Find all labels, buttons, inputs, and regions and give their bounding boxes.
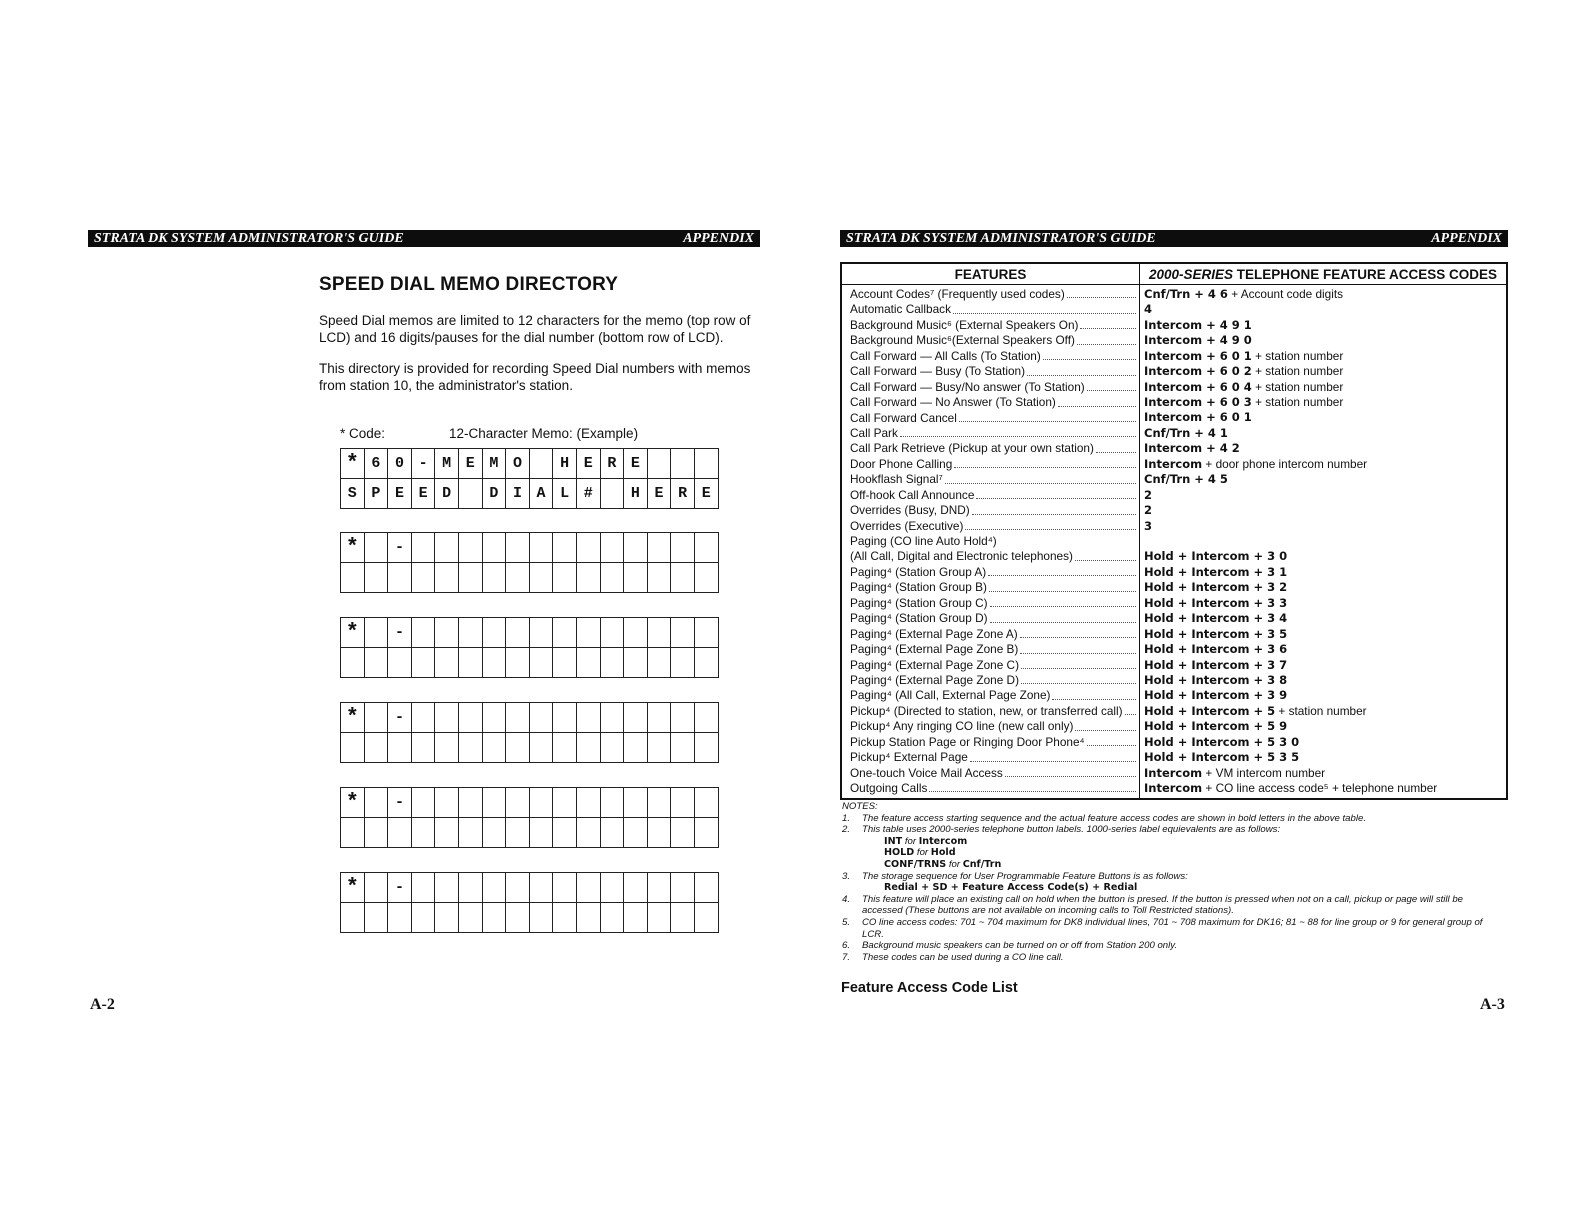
- feature-name: Paging⁴ (Station Group A): [850, 565, 1139, 580]
- lcd-cell: [482, 648, 506, 678]
- lcd-cell: [506, 703, 530, 733]
- lcd-cell: [576, 903, 600, 933]
- lcd-cell: [435, 873, 459, 903]
- blank-lcd-grid: [340, 532, 719, 593]
- note: 5. CO line access codes: 701 ~ 704 maximum for DK8 individual lines, 701 ~ 708 maximum for DK16; 81 ~ 88 for line group or 9 for general group of LCR.: [842, 916, 1483, 940]
- lcd-cell: [506, 533, 530, 563]
- lcd-cell: [600, 873, 624, 903]
- lcd-cell: [694, 449, 718, 479]
- lcd-cell: [671, 733, 695, 763]
- feature-name: Overrides (Executive): [850, 519, 1139, 534]
- lcd-cell: [553, 648, 577, 678]
- lcd-cell: [600, 733, 624, 763]
- header-title: STRATA DK SYSTEM ADMINISTRATOR'S GUIDE: [846, 231, 1156, 246]
- feature-access-table: [840, 262, 1508, 800]
- lcd-cell: [388, 818, 412, 848]
- lcd-cell: E: [388, 479, 412, 509]
- intro-paragraph: Speed Dial memos are limited to 12 characters for the memo (top row of LCD) and 16 digits/pauses for the dial number (bottom row of LCD).: [319, 313, 751, 345]
- lcd-cell: [435, 733, 459, 763]
- lcd-cell: [435, 533, 459, 563]
- lcd-cell: [576, 703, 600, 733]
- feature-access-code: Intercom + 6 0 2 + station number: [1144, 364, 1344, 379]
- lcd-cell: [482, 563, 506, 593]
- blank-lcd-grid: [340, 787, 719, 848]
- lcd-cell: [435, 648, 459, 678]
- lcd-cell: [671, 618, 695, 648]
- table-body: [842, 285, 1506, 798]
- lcd-cell: D: [482, 479, 506, 509]
- feature-name: Background Music⁶ (External Speakers On): [850, 318, 1139, 333]
- lcd-cell: [458, 563, 482, 593]
- feature-access-code: Hold + Intercom + 5 3 0: [1144, 734, 1300, 749]
- storage-sequence: Redial + SD + Feature Access Code(s) + Redial: [884, 882, 1138, 894]
- lcd-cell: [671, 533, 695, 563]
- lcd-cell: [576, 818, 600, 848]
- lcd-cell: [458, 873, 482, 903]
- lcd-cell: [364, 788, 388, 818]
- lcd-cell: [624, 733, 648, 763]
- lcd-cell: #: [576, 479, 600, 509]
- lcd-cell: [458, 818, 482, 848]
- feature-name: Call Forward — No Answer (To Station): [850, 395, 1139, 410]
- lcd-cell: [694, 618, 718, 648]
- lcd-cell: [576, 618, 600, 648]
- codes-header-rest: TELEPHONE FEATURE ACCESS CODES: [1233, 266, 1498, 282]
- lcd-cell: [482, 788, 506, 818]
- lcd-cell: [341, 563, 365, 593]
- lcd-cell: *: [341, 788, 365, 818]
- lcd-cell: [576, 733, 600, 763]
- lcd-cell: -: [388, 788, 412, 818]
- lcd-cell: [341, 648, 365, 678]
- lcd-cell: [364, 733, 388, 763]
- feature-access-code: Hold + Intercom + 3 6: [1144, 642, 1288, 657]
- feature-access-code: Hold + Intercom + 3 1: [1144, 564, 1288, 579]
- lcd-cell: [458, 733, 482, 763]
- lcd-cell: [647, 533, 671, 563]
- lcd-cell: [482, 733, 506, 763]
- lcd-cell: [600, 903, 624, 933]
- feature-name: Off-hook Call Announce: [850, 488, 1139, 503]
- lcd-cell: [647, 788, 671, 818]
- lcd-cell: [388, 648, 412, 678]
- lcd-cell: -: [388, 703, 412, 733]
- lcd-cell: [553, 563, 577, 593]
- lcd-cell: [411, 563, 435, 593]
- lcd-cell: [529, 788, 553, 818]
- feature-name: Paging⁴ (External Page Zone D): [850, 673, 1139, 688]
- lcd-cell: -: [388, 533, 412, 563]
- feature-access-code: Intercom + 4 2: [1144, 441, 1240, 456]
- lcd-cell: [411, 703, 435, 733]
- feature-name: Overrides (Busy, DND): [850, 503, 1139, 518]
- table-notes: [842, 801, 1502, 963]
- lcd-cell: [553, 618, 577, 648]
- lcd-cell: E: [411, 479, 435, 509]
- lcd-cell: [364, 563, 388, 593]
- lcd-cell: H: [624, 479, 648, 509]
- lcd-cell: [458, 788, 482, 818]
- lcd-cell: [553, 788, 577, 818]
- lcd-cell: [341, 733, 365, 763]
- feature-access-code: Cnf/Trn + 4 5: [1144, 472, 1228, 487]
- lcd-cell: [600, 703, 624, 733]
- header-section: APPENDIX: [683, 231, 754, 246]
- lcd-cell: [529, 618, 553, 648]
- feature-name: Outgoing Calls: [850, 781, 1139, 796]
- feature-name: Pickup Station Page or Ringing Door Phone⁴: [850, 735, 1139, 750]
- features-column-header: FEATURES: [842, 264, 1140, 284]
- lcd-cell: E: [694, 479, 718, 509]
- lcd-cell: [647, 449, 671, 479]
- lcd-cell: E: [458, 449, 482, 479]
- lcd-cell: [647, 733, 671, 763]
- notes-title: NOTES:: [842, 801, 878, 812]
- lcd-cell: [341, 818, 365, 848]
- feature-access-code: Cnf/Trn + 4 6 + Account code digits: [1144, 287, 1344, 301]
- lcd-cell: [411, 648, 435, 678]
- feature-access-code: Intercom + 6 0 1 + station number: [1144, 348, 1344, 363]
- feature-name: Account Codes⁷ (Frequently used codes): [850, 287, 1139, 302]
- lcd-cell: M: [482, 449, 506, 479]
- feature-name: Pickup⁴ (Directed to station, new, or transferred call): [850, 704, 1139, 719]
- blank-lcd-grid: [340, 702, 719, 763]
- lcd-cell: D: [435, 479, 459, 509]
- feature-name: Background Music⁶(External Speakers Off): [850, 333, 1139, 348]
- feature-access-code: Hold + Intercom + 5 9: [1144, 719, 1288, 734]
- lcd-cell: [576, 648, 600, 678]
- code-label: * Code:: [340, 426, 386, 441]
- page-header-left: [88, 230, 760, 247]
- blank-lcd-grid: [340, 872, 719, 933]
- lcd-cell: [364, 648, 388, 678]
- feature-access-code: 3: [1144, 518, 1153, 533]
- lcd-cell: [694, 818, 718, 848]
- feature-access-code: Intercom + 4 9 0: [1144, 333, 1252, 348]
- lcd-cell: [341, 903, 365, 933]
- lcd-cell: [435, 788, 459, 818]
- lcd-cell: [671, 563, 695, 593]
- lcd-cell: I: [506, 479, 530, 509]
- feature-access-code: Hold + Intercom + 3 2: [1144, 580, 1288, 595]
- lcd-cell: [576, 873, 600, 903]
- feature-name: Paging (CO line Auto Hold⁴) (All Call, Digital and Electronic telephones): [850, 534, 1139, 565]
- note: 3. The storage sequence for User Programmable Feature Buttons is as follows:: [842, 870, 1188, 882]
- lcd-cell: [482, 903, 506, 933]
- lcd-cell: [364, 903, 388, 933]
- label-equivalent: CONF/TRNS for Cnf/Trn: [884, 858, 1002, 870]
- lcd-cell: [506, 733, 530, 763]
- lcd-cell: [411, 818, 435, 848]
- lcd-cell: [529, 533, 553, 563]
- lcd-cell: [458, 618, 482, 648]
- note: 1. The feature access starting sequence and the actual feature access codes are shown in bold letters in the above table.: [842, 812, 1366, 824]
- lcd-cell: [506, 788, 530, 818]
- lcd-cell: R: [600, 449, 624, 479]
- feature-access-code: Hold + Intercom + 3 3: [1144, 595, 1288, 610]
- lcd-cell: [600, 818, 624, 848]
- lcd-cell: [482, 818, 506, 848]
- lcd-cell: [576, 563, 600, 593]
- feature-name: Paging⁴ (External Page Zone A): [850, 627, 1139, 642]
- lcd-cell: [624, 703, 648, 733]
- feature-name: Paging⁴ (External Page Zone B): [850, 642, 1139, 657]
- lcd-cell: [506, 903, 530, 933]
- lcd-cell: A: [529, 479, 553, 509]
- lcd-cell: [364, 533, 388, 563]
- lcd-cell: *: [341, 873, 365, 903]
- lcd-cell: [529, 563, 553, 593]
- lcd-cell: [435, 903, 459, 933]
- lcd-cell: 0: [388, 449, 412, 479]
- lcd-cell: [506, 618, 530, 648]
- lcd-cell: [506, 818, 530, 848]
- lcd-cell: -: [388, 618, 412, 648]
- lcd-cell: [600, 648, 624, 678]
- feature-access-code: Hold + Intercom + 5 3 5: [1144, 750, 1300, 765]
- lcd-cell: [482, 618, 506, 648]
- feature-name: One-touch Voice Mail Access: [850, 766, 1139, 781]
- lcd-cell: [411, 903, 435, 933]
- memo-label: 12-Character Memo: (Example): [449, 426, 639, 441]
- lcd-cell: [458, 479, 482, 509]
- lcd-cell: [600, 563, 624, 593]
- table-caption: Feature Access Code List: [841, 980, 1018, 996]
- note: 7. These codes can be used during a CO line call.: [842, 951, 1064, 963]
- lcd-cell: [624, 818, 648, 848]
- lcd-cell: [529, 703, 553, 733]
- lcd-cell: [553, 903, 577, 933]
- features-column: [842, 285, 1140, 798]
- lcd-cell: [576, 788, 600, 818]
- feature-name: Call Park: [850, 426, 1139, 441]
- lcd-cell: [694, 903, 718, 933]
- feature-access-code: Cnf/Trn + 4 1: [1144, 425, 1228, 440]
- feature-name: Paging⁴ (External Page Zone C): [850, 658, 1139, 673]
- lcd-cell: [529, 873, 553, 903]
- lcd-cell: E: [576, 449, 600, 479]
- lcd-cell: M: [435, 449, 459, 479]
- page-title: SPEED DIAL MEMO DIRECTORY: [319, 274, 619, 295]
- lcd-cell: S: [341, 479, 365, 509]
- lcd-cell: P: [364, 479, 388, 509]
- label-equivalent: INT for Intercom: [884, 835, 968, 847]
- feature-access-code: Hold + Intercom + 3 0: [1144, 549, 1288, 564]
- lcd-cell: [600, 479, 624, 509]
- lcd-cell: R: [671, 479, 695, 509]
- feature-name: Paging⁴ (Station Group C): [850, 596, 1139, 611]
- lcd-cell: [694, 533, 718, 563]
- note: 2. This table uses 2000-series telephone button labels. 1000-series label equievalents are as follows:: [842, 824, 1281, 836]
- feature-access-code: 2: [1144, 503, 1153, 518]
- feature-name: Pickup⁴ Any ringing CO line (new call only): [850, 719, 1139, 734]
- note: 4. This feature will place an existing call on hold when the button is presed. If the button is pressed when not on a call, pickup or page will still be accessed (These buttons are not available on incoming calls to Toll Restricted stations).: [842, 893, 1464, 917]
- lcd-cell: [411, 733, 435, 763]
- lcd-cell: [529, 733, 553, 763]
- lcd-cell: [576, 533, 600, 563]
- lcd-cell: [482, 703, 506, 733]
- lcd-cell: [600, 788, 624, 818]
- lcd-cell: [671, 903, 695, 933]
- feature-name: Call Forward — Busy/No answer (To Station): [850, 380, 1139, 395]
- lcd-cell: -: [388, 873, 412, 903]
- codes-column: [1140, 285, 1506, 798]
- feature-access-code: Intercom + VM intercom number: [1144, 765, 1326, 780]
- feature-access-code: Intercom + CO line access code⁵ + telephone number: [1144, 781, 1438, 795]
- lcd-cell: [694, 563, 718, 593]
- lcd-cell: [506, 563, 530, 593]
- feature-access-code: Intercom + 6 0 1: [1144, 410, 1252, 425]
- feature-name: Paging⁴ (Station Group B): [850, 580, 1139, 595]
- lcd-cell: [624, 873, 648, 903]
- lcd-cell: [529, 449, 553, 479]
- lcd-cell: [624, 618, 648, 648]
- lcd-cell: E: [647, 479, 671, 509]
- lcd-cell: [694, 733, 718, 763]
- lcd-cell: [600, 533, 624, 563]
- lcd-cell: [388, 563, 412, 593]
- feature-access-code: 2: [1144, 487, 1153, 502]
- lcd-cell: *: [341, 618, 365, 648]
- feature-access-code: Hold + Intercom + 5 + station number: [1144, 703, 1367, 718]
- lcd-cell: [647, 563, 671, 593]
- lcd-cell: [671, 449, 695, 479]
- lcd-cell: [671, 788, 695, 818]
- lcd-cell: [671, 873, 695, 903]
- lcd-cell: [388, 733, 412, 763]
- lcd-cell: [553, 533, 577, 563]
- lcd-cell: E: [624, 449, 648, 479]
- lcd-cell: [553, 818, 577, 848]
- lcd-cell: *: [341, 703, 365, 733]
- feature-access-code: Hold + Intercom + 3 7: [1144, 657, 1288, 672]
- feature-name: Call Forward Cancel: [850, 411, 1139, 426]
- lcd-cell: [458, 903, 482, 933]
- lcd-cell: [553, 703, 577, 733]
- lcd-cell: [411, 788, 435, 818]
- lcd-cell: [694, 788, 718, 818]
- example-lcd-grid: [340, 448, 719, 509]
- lcd-cell: [458, 703, 482, 733]
- feature-access-code: Hold + Intercom + 3 4: [1144, 611, 1288, 626]
- lcd-cell: [647, 903, 671, 933]
- lcd-cell: [529, 818, 553, 848]
- feature-name: Paging⁴ (All Call, External Page Zone): [850, 688, 1139, 703]
- lcd-cell: [671, 818, 695, 848]
- header-title: STRATA DK SYSTEM ADMINISTRATOR'S GUIDE: [94, 231, 404, 246]
- lcd-cell: 6: [364, 449, 388, 479]
- feature-name: Paging⁴ (Station Group D): [850, 611, 1139, 626]
- lcd-cell: [529, 903, 553, 933]
- lcd-cell: *: [341, 449, 365, 479]
- lcd-cell: [482, 533, 506, 563]
- lcd-cell: [694, 873, 718, 903]
- feature-name: Pickup⁴ External Page: [850, 750, 1139, 765]
- label-equivalent: HOLD for Hold: [884, 847, 956, 859]
- lcd-cell: [671, 703, 695, 733]
- lcd-cell: [553, 733, 577, 763]
- lcd-cell: *: [341, 533, 365, 563]
- lcd-cell: [624, 563, 648, 593]
- table-header: [842, 264, 1506, 285]
- feature-name: Automatic Callback: [850, 302, 1139, 317]
- lcd-cell: [624, 533, 648, 563]
- lcd-cell: [694, 648, 718, 678]
- feature-access-code: Intercom + 6 0 3 + station number: [1144, 395, 1344, 410]
- lcd-cell: [624, 788, 648, 818]
- lcd-cell: [506, 873, 530, 903]
- feature-access-code: Intercom + 6 0 4 + station number: [1144, 379, 1344, 394]
- feature-access-code: Intercom + door phone intercom number: [1144, 456, 1368, 471]
- lcd-cell: [435, 618, 459, 648]
- lcd-cell: [529, 648, 553, 678]
- lcd-cell: [435, 563, 459, 593]
- lcd-cell: [600, 618, 624, 648]
- lcd-cell: [671, 648, 695, 678]
- blank-lcd-grid: [340, 617, 719, 678]
- lcd-cell: [364, 618, 388, 648]
- lcd-cell: [506, 648, 530, 678]
- lcd-cell: [435, 703, 459, 733]
- feature-access-code: Hold + Intercom + 3 5: [1144, 626, 1288, 641]
- lcd-cell: [624, 903, 648, 933]
- page-number-left: A-2: [90, 996, 115, 1013]
- note: 6. Background music speakers can be turned on or off from Station 200 only.: [842, 940, 1177, 952]
- lcd-cell: O: [506, 449, 530, 479]
- lcd-cell: [411, 533, 435, 563]
- lcd-cell: H: [553, 449, 577, 479]
- feature-name: Call Park Retrieve (Pickup at your own station): [850, 441, 1139, 456]
- lcd-cell: [435, 818, 459, 848]
- feature-name: Hookflash Signal⁷: [850, 472, 1139, 487]
- feature-name: Call Forward — Busy (To Station): [850, 364, 1139, 379]
- feature-access-code: Intercom + 4 9 1: [1144, 317, 1252, 332]
- feature-access-code: 4: [1144, 302, 1153, 317]
- feature-name: Door Phone Calling: [850, 457, 1139, 472]
- lcd-cell: -: [411, 449, 435, 479]
- page-number-right: A-3: [1480, 996, 1505, 1013]
- feature-access-code: Hold + Intercom + 3 8: [1144, 672, 1288, 687]
- lcd-cell: [411, 618, 435, 648]
- feature-access-code: Hold + Intercom + 3 9: [1144, 688, 1288, 703]
- lcd-cell: [647, 618, 671, 648]
- lcd-cell: [458, 648, 482, 678]
- lcd-cell: [364, 703, 388, 733]
- codes-header-italic: 2000-SERIES: [1148, 266, 1233, 282]
- lcd-cell: [553, 873, 577, 903]
- page-header-right: [840, 230, 1508, 247]
- lcd-cell: [364, 818, 388, 848]
- feature-name: Call Forward — All Calls (To Station): [850, 349, 1139, 364]
- lcd-cell: [388, 903, 412, 933]
- lcd-cell: [458, 533, 482, 563]
- codes-column-header: [1140, 264, 1506, 284]
- lcd-cell: [364, 873, 388, 903]
- directory-paragraph: This directory is provided for recording Speed Dial numbers with memos from station 10, the administrator's station.: [319, 361, 751, 393]
- lcd-cell: [647, 818, 671, 848]
- lcd-cell: [694, 703, 718, 733]
- lcd-cell: [647, 873, 671, 903]
- lcd-cell: [624, 648, 648, 678]
- lcd-cell: [647, 703, 671, 733]
- lcd-cell: L: [553, 479, 577, 509]
- header-section: APPENDIX: [1431, 231, 1502, 246]
- lcd-cell: [411, 873, 435, 903]
- lcd-cell: [482, 873, 506, 903]
- lcd-cell: [647, 648, 671, 678]
